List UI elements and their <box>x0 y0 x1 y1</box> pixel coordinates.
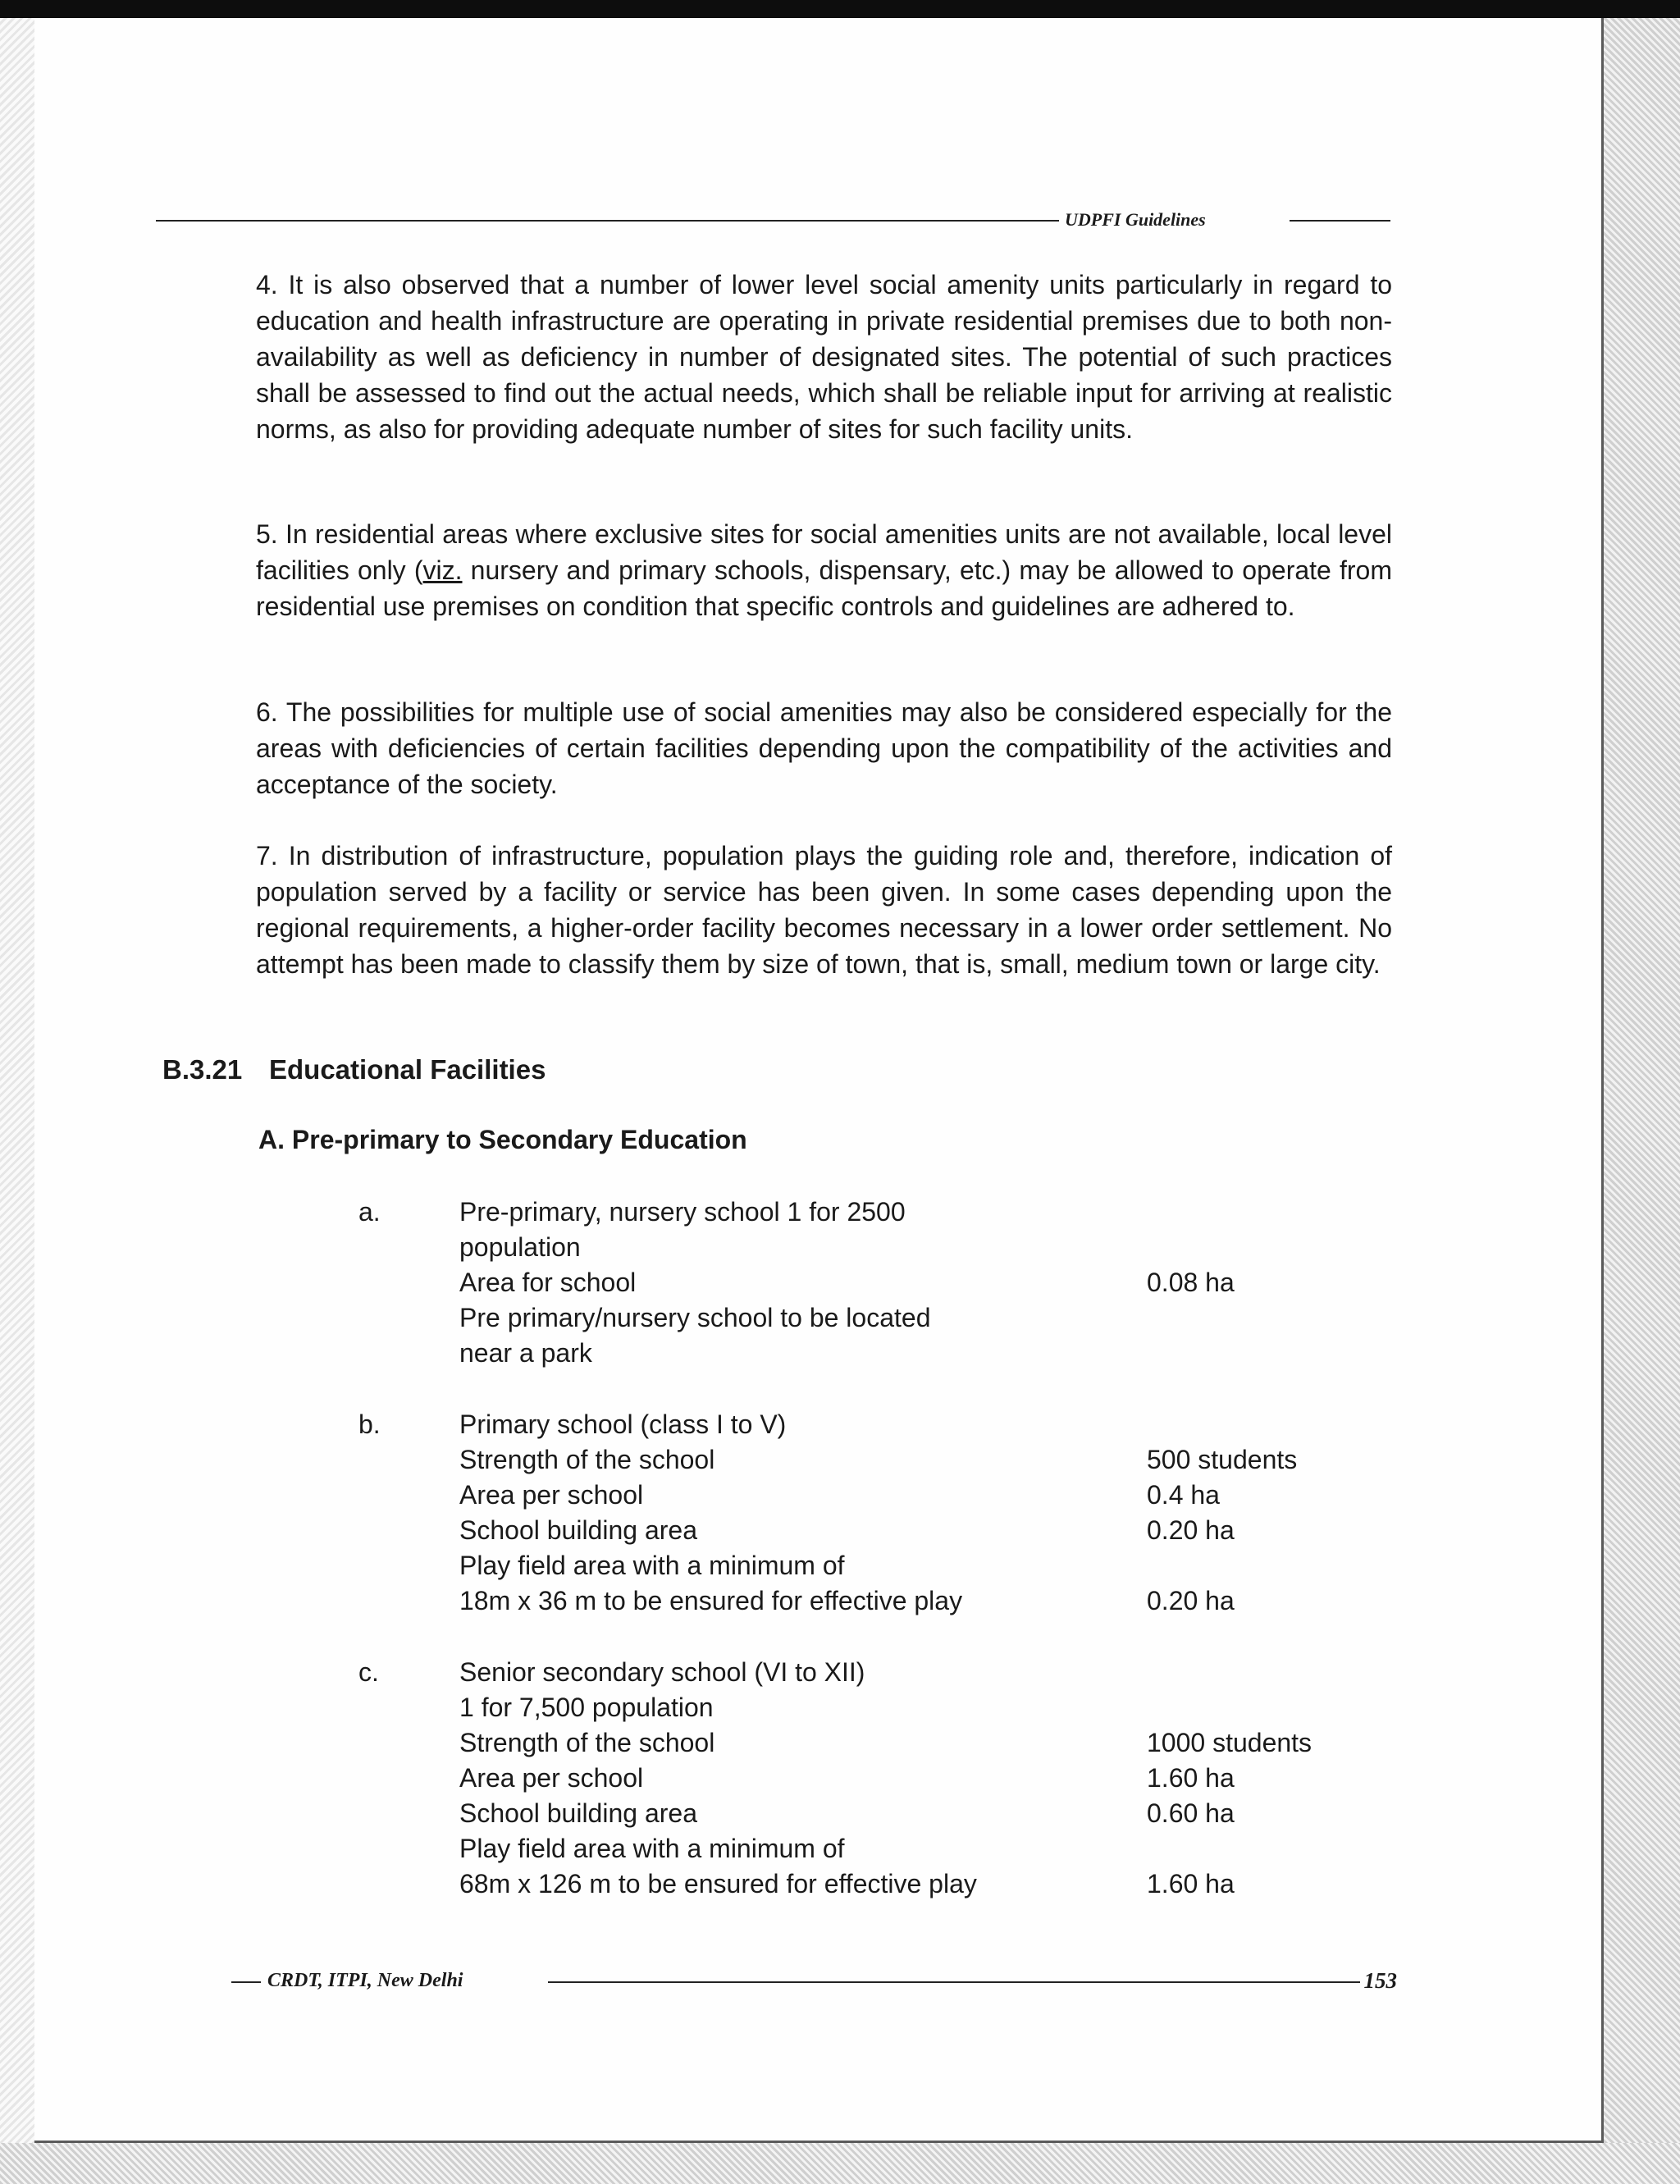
item-marker-c: c. <box>358 1657 379 1687</box>
item-line: Strength of the school <box>459 1728 715 1757</box>
scan-border-right <box>1604 18 1680 2184</box>
scan-border-bottom <box>0 2143 1680 2184</box>
item-line: population <box>459 1232 581 1262</box>
footer-publisher: CRDT, ITPI, New Delhi <box>267 1970 463 1991</box>
item-line: Strength of the school <box>459 1445 715 1474</box>
item-line: Pre-primary, nursery school 1 for 2500 <box>459 1197 906 1227</box>
header-rule-left <box>156 220 1059 222</box>
item-value: 0.20 ha <box>1147 1515 1235 1545</box>
item-line: Play field area with a minimum of <box>459 1834 845 1863</box>
item-value: 1.60 ha <box>1147 1869 1235 1898</box>
footer-rule-middle <box>548 1981 1360 1983</box>
paragraph-text: nursery and primary schools, dispensary, etc.) may be allowed to operate from residential use premises on condition that specific controls and guidelines are adhered to. <box>256 555 1393 621</box>
item-line: School building area <box>459 1515 697 1545</box>
item-line: School building area <box>459 1798 697 1828</box>
item-line: 1 for 7,500 population <box>459 1693 714 1722</box>
footer-rule-left <box>231 1981 261 1983</box>
item-line: Area per school <box>459 1480 644 1510</box>
underlined-abbreviation: viz. <box>422 555 463 585</box>
item-line: Area for school <box>459 1268 637 1297</box>
running-header <box>156 207 1390 240</box>
section-heading <box>162 1052 546 1088</box>
paragraph-number: 7. <box>256 841 278 870</box>
item-value: 1000 students <box>1147 1728 1312 1757</box>
item-marker-a: a. <box>358 1197 381 1227</box>
item-value: 0.08 ha <box>1147 1268 1235 1297</box>
item-line: Senior secondary school (VI to XII) <box>459 1657 865 1687</box>
item-value: 1.60 ha <box>1147 1763 1235 1793</box>
scan-border-top <box>0 0 1680 18</box>
item-value: 0.4 ha <box>1147 1480 1220 1510</box>
item-value: 0.20 ha <box>1147 1586 1235 1615</box>
item-value: 0.60 ha <box>1147 1798 1235 1828</box>
paragraph-number: 5. <box>256 519 278 549</box>
item-line: Area per school <box>459 1763 644 1793</box>
paragraph-text: In distribution of infrastructure, population plays the guiding role and, therefore, indication of population served by a facility or service has been given. In some cases depending upon the regional requirements, a higher-order facility becomes necessary in a lower order settlement. No attempt has been made to classify them by size of town, that is, small, medium town or large city. <box>256 841 1393 979</box>
scan-border-left <box>0 18 34 2184</box>
paragraph-text: It is also observed that a number of lower level social amenity units particularly in regard to education and health infrastructure are operating in private residential premises due to both non-availability as well as deficiency in number of designated sites. The potential of such practices shall be assessed to find out the actual needs, which shall be reliable input for arriving at realistic norms, as also for providing adequate number of sites for such facility units. <box>256 270 1393 444</box>
subsection-heading: A. Pre-primary to Secondary Education <box>258 1125 747 1154</box>
item-line: near a park <box>459 1338 592 1368</box>
item-line: Play field area with a minimum of <box>459 1551 845 1580</box>
header-rule-right <box>1290 220 1390 222</box>
item-line: 18m x 36 m to be ensured for effective play <box>459 1586 963 1615</box>
page-number: 153 <box>1363 1968 1397 1993</box>
item-value: 500 students <box>1147 1445 1298 1474</box>
item-line: Primary school (class I to V) <box>459 1410 787 1439</box>
paragraph-text: The possibilities for multiple use of social amenities may also be considered especially for the areas with deficiencies of certain facilities depending upon the compatibility of the activities and acceptance of the society. <box>256 697 1393 799</box>
section-code: B.3.21 <box>162 1054 243 1085</box>
header-title: UDPFI Guidelines <box>1065 209 1206 230</box>
paragraph-4 <box>256 267 1392 447</box>
paragraph-number: 6. <box>256 697 278 727</box>
item-marker-b: b. <box>358 1410 381 1439</box>
paragraph-text: In residential areas where exclusive sites for social amenities units are not available, local level facilities only ( <box>256 519 1393 585</box>
item-line: 68m x 126 m to be ensured for effective play <box>459 1869 977 1898</box>
running-footer <box>231 1966 1396 1999</box>
paragraph-5 <box>256 516 1392 624</box>
paragraph-6 <box>256 694 1392 802</box>
item-line: Pre primary/nursery school to be located <box>459 1303 931 1332</box>
section-title: Educational Facilities <box>269 1054 546 1085</box>
paragraph-7 <box>256 838 1392 982</box>
paragraph-number: 4. <box>256 270 278 299</box>
